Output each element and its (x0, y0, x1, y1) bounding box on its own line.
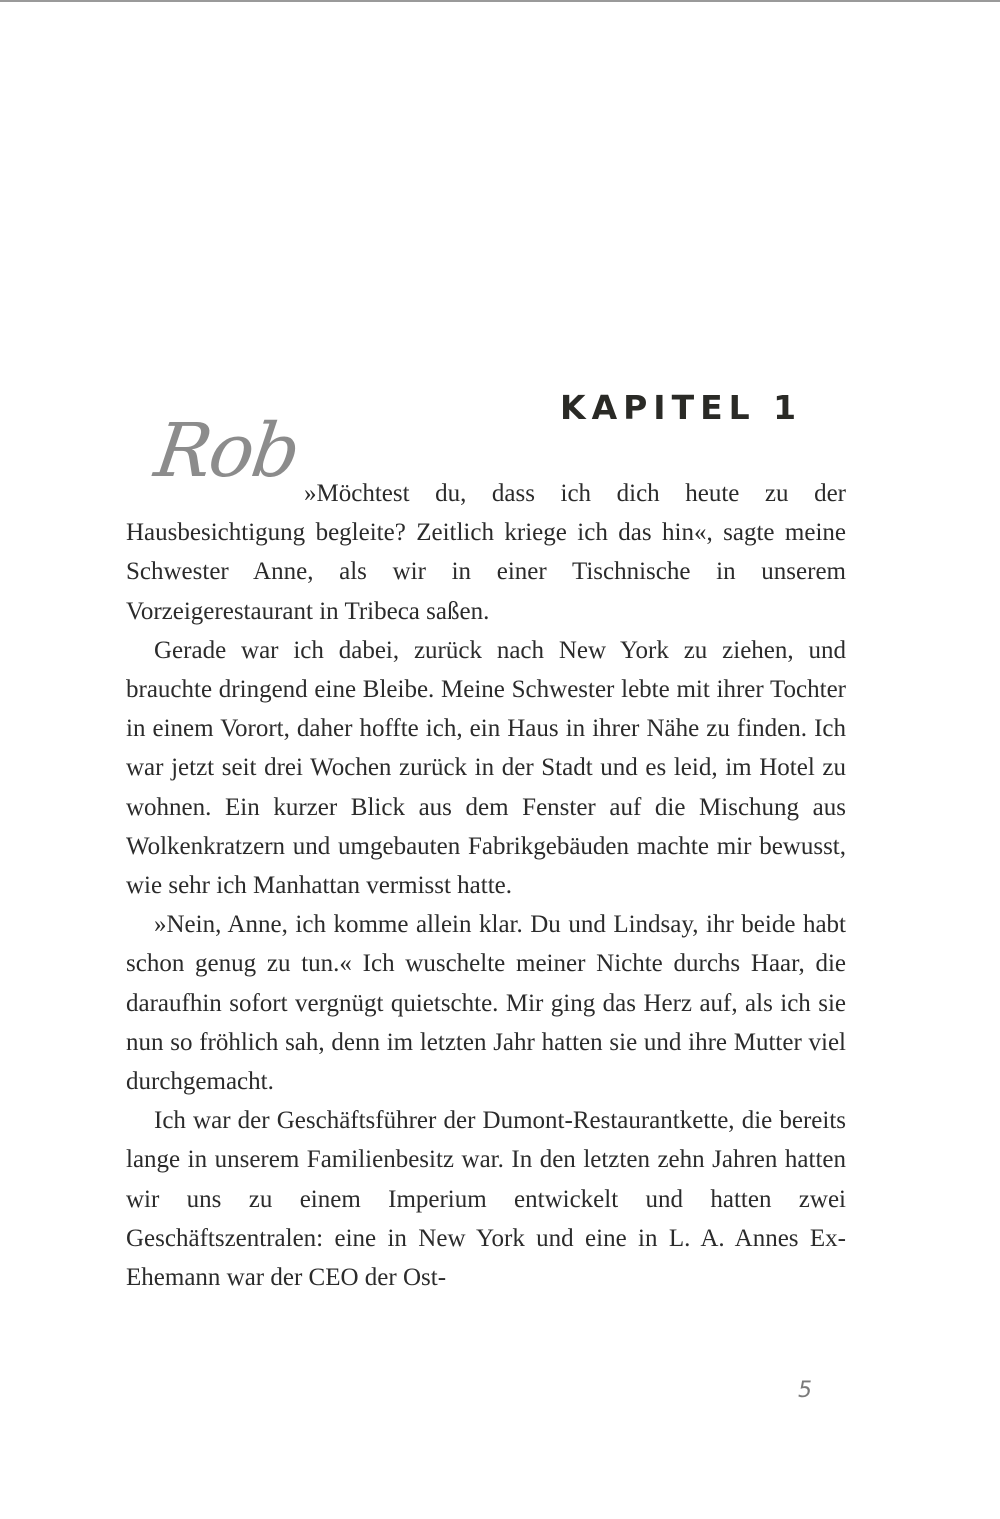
page-number: 5 (798, 1378, 812, 1403)
pov-character-name: Rob (149, 408, 304, 494)
chapter-title: KAPITEL 1 (560, 388, 803, 427)
top-border-line (0, 0, 1000, 2)
paragraph-3: »Nein, Anne, ich komme allein klar. Du und Lindsay, ihr beide habt schon genug zu tun.« Ich wuschelte meiner Nichte durchs Haar, die daraufhin sofort vergnügt quietschte. Mir ging das Herz auf, als ich sie nun so fröhlich sah, denn im letzten Jahr hatten sie und ihre Mutter viel durchgemacht. (126, 911, 846, 1096)
paragraph-4: Ich war der Geschäftsführer der Dumont-Restaurantkette, die bereits lange in unserem Familienbesitz war. In den letzten zehn Jahren hatten wir uns zu einem Imperium entwickelt und hatten zwei Geschäftszentralen: eine in New York und eine in L. A. Annes Ex-Ehemann war der CEO der Ost- (126, 1107, 846, 1292)
paragraph-1: »Möchtest du, dass ich dich heute zu der Hausbesichtigung begleite? Zeitlich kriege ich das hin«, sagte meine Schwester Anne, als wir in einer Tischnische in unserem Vorzeigerestaurant in Tribeca saßen. (126, 480, 846, 625)
paragraph-2: Gerade war ich dabei, zurück nach New York zu ziehen, und brauchte dringend eine Bleibe. Meine Schwester lebte mit ihrer Tochter in einem Vorort, daher hoffte ich, ein Haus in ihrer Nähe zu finden. Ich war jetzt seit drei Wochen zurück in der Stadt und es leid, im Hotel zu wohnen. Ein kurzer Blick aus dem Fenster auf die Mischung aus Wolkenkratzern und umgebauten Fabrikgebäuden machte mir bewusst, wie sehr ich Manhattan vermisst hatte. (126, 636, 846, 900)
chapter-body (126, 474, 846, 1297)
